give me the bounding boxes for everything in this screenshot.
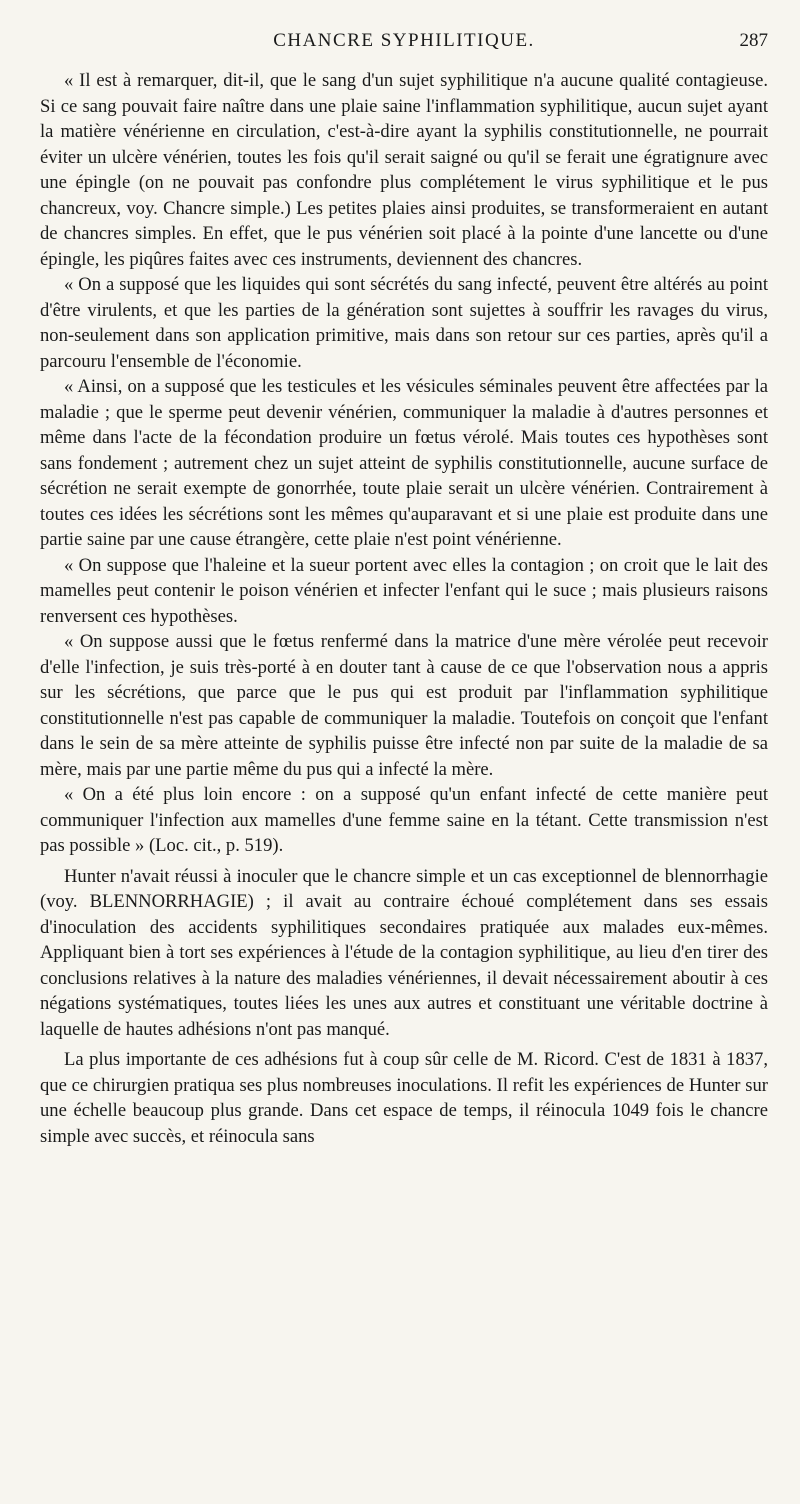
paragraph: « On suppose aussi que le fœtus renfermé dans la matrice d'une mère vérolée peut recevoir d'elle l'infection, je suis très-porté à en douter tant à cause de ce que l'observation nous a appris sur les sécrétions, que parce que le pus qui est produit par l'inflammation syphilitique constitutionnelle n'est pas capable de communiquer la maladie. Toutefois on conçoit que l'enfant dans le sein de sa mère atteinte de syphilis puisse être infecté non par suite de la maladie de sa mère, mais par une partie même du pus qui a infecté la mère. bbox=[40, 631, 768, 780]
paragraph: « Ainsi, on a supposé que les testicules et les vésicules séminales peuvent être affectées par la maladie ; que le sperme peut devenir vénérien, communiquer la maladie à d'autres personnes et même dans l'acte de la fécondation produire un fœtus vérolé. Mais toutes ces hypothèses sont sans fondement ; autrement chez un sujet atteint de syphilis constitutionnelle, aucune surface de sécrétion ne serait exempte de gonorrhée, toute plaie serait un ulcère vénérien. Contrairement à toutes ces idées les sécrétions sont les mêmes qu'auparavant et si une plaie est produite dans une partie saine par une cause étrangère, cette plaie n'est point vénérienne. bbox=[40, 376, 768, 550]
page-number: 287 bbox=[739, 30, 768, 51]
paragraph: « On a supposé que les liquides qui sont sécrétés du sang infecté, peuvent être altérés au point d'être virulents, et que les parties de la génération sont sujettes à souffrir les ravages du virus, non-seulement dans son application primitive, mais dans son retour sur ces parties, après qu'il a parcouru l'ensemble de l'économie. bbox=[40, 274, 768, 372]
running-title: CHANCRE SYPHILITIQUE. bbox=[273, 30, 535, 51]
running-head bbox=[40, 30, 768, 58]
paragraph: « On a été plus loin encore : on a supposé qu'un enfant infecté de cette manière peut communiquer l'infection aux mamelles d'une femme saine en la tétant. Cette transmission n'est pas possible » (Loc. cit., p. 519). bbox=[40, 784, 768, 856]
paragraph: Hunter n'avait réussi à inoculer que le chancre simple et un cas exceptionnel de blennorrhagie (voy. BLENNORRHAGIE) ; il avait au contraire échoué complétement dans ses essais d'inoculation des accidents syphilitiques secondaires pratiquée aux malades eux-mêmes. Appliquant bien à tort ses expériences à l'étude de la contagion syphilitique, au lieu d'en tirer des conclusions relatives à la nature des maladies vénériennes, il devait nécessairement aboutir à ces négations systématiques, toutes liées les unes aux autres et constituant une véritable doctrine à laquelle de hautes adhésions n'ont pas manqué. bbox=[40, 865, 768, 1040]
paragraph: « On suppose que l'haleine et la sueur portent avec elles la contagion ; on croit que le lait des mamelles peut contenir le poison vénérien et infecter l'enfant qui le suce ; mais plusieurs raisons renversent ces hypothèses. bbox=[40, 554, 768, 627]
body-text bbox=[40, 68, 768, 1149]
paragraph: La plus importante de ces adhésions fut à coup sûr celle de M. Ricord. C'est de 1831 à 1837, que ce chirurgien pratiqua ses plus nombreuses inoculations. Il refit les expériences de Hunter sur une échelle beaucoup plus grande. Dans cet espace de temps, il réinocula 1049 fois le chancre simple avec succès, et réinocula sans bbox=[40, 1049, 768, 1147]
paragraph: « Il est à remarquer, dit-il, que le sang d'un sujet syphilitique n'a aucune qualité contagieuse. Si ce sang pouvait faire naître dans une plaie saine l'inflammation syphilitique, aucun sujet ayant la matière vénérienne en circulation, c'est-à-dire ayant la syphilis constitutionnelle, ne pourrait éviter un ulcère vénérien, toutes les fois qu'il serait saigné ou qu'il se ferait une égratignure avec une épingle (on ne pouvait pas confondre plus complétement le virus syphilitique et le pus chancreux, voy. Chancre simple.) Les petites plaies ainsi produites, se transformeraient en autant de chancres simples. En effet, que le pus vénérien soit placé à la pointe d'une lancette ou d'une épingle, les piqûres faites avec ces instruments, deviennent des chancres. bbox=[40, 70, 768, 270]
